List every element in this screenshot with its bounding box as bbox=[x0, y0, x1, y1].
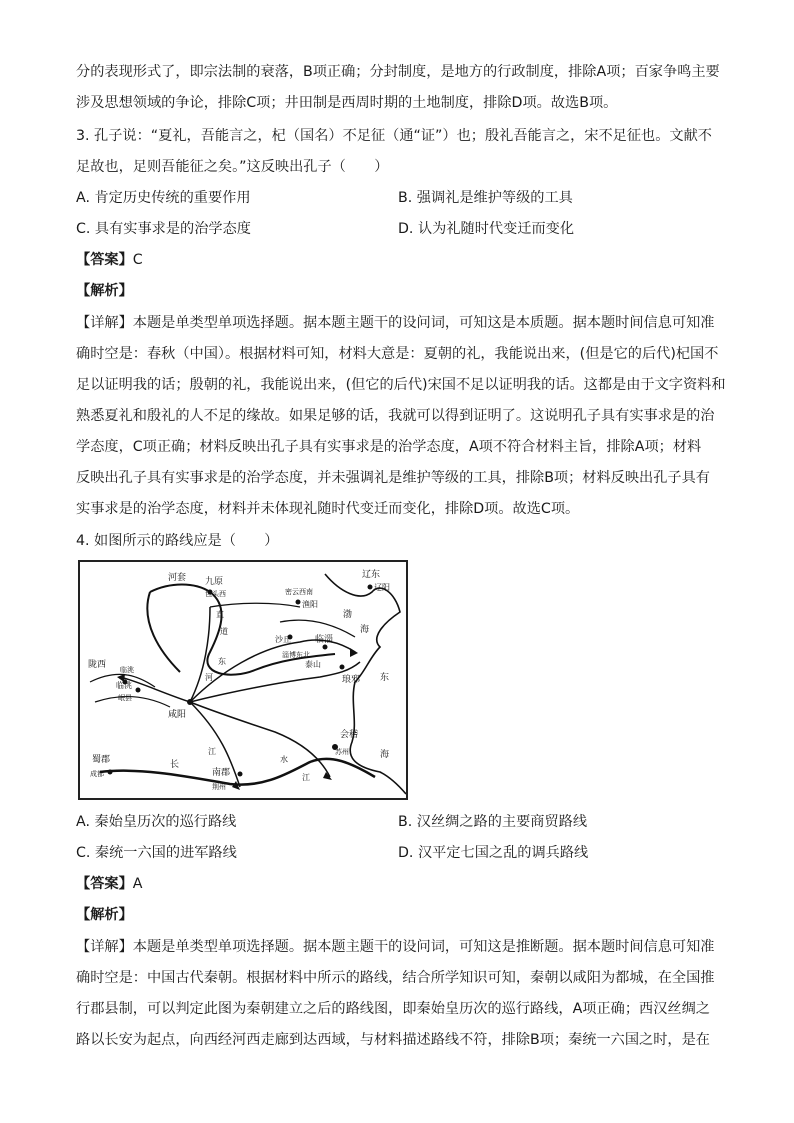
map-label: 海 bbox=[360, 625, 370, 635]
map-label: 江 bbox=[302, 773, 310, 782]
q4-option-c: C. 秦统一六国的进军路线 bbox=[76, 845, 237, 861]
map-label: 河套 bbox=[168, 573, 187, 583]
map-label: 河 bbox=[205, 673, 213, 682]
map-label: 海 bbox=[380, 750, 390, 760]
q3-explanation-line: 学态度，C项正确；材料反映出孔子具有实事求是的治学态度，A项不符合材料主旨，排除A项；材料 bbox=[76, 439, 702, 455]
q4-option-b: B. 汉丝绸之路的主要商贸路线 bbox=[398, 814, 588, 830]
map-label: 临淄 bbox=[315, 635, 334, 645]
answer-tag: 【答案】 bbox=[76, 876, 133, 892]
answer-value: A bbox=[132, 876, 143, 892]
q4-explanation-line: 【详解】本题是单类型单项选择题。据本题主题干的设问词，可知这是推断题。据本题时间信息可知准 bbox=[76, 939, 715, 955]
map-label: 东 bbox=[218, 657, 226, 666]
map-label: 渔阳 bbox=[302, 600, 318, 609]
q3-explanation-line: 足以证明我的话；殷朝的礼，我能说出来，(但它的后代)宋国不足以证明我的话。这都是由于文字资料和 bbox=[76, 377, 726, 393]
answer-value: C bbox=[132, 252, 143, 268]
q3-explanation-line: 反映出孔子具有实事求是的治学态度，并未强调礼是维护等级的工具，排除B项；材料反映出孔子具有 bbox=[76, 470, 710, 486]
q3-option-b: B. 强调礼是维护等级的工具 bbox=[398, 190, 573, 206]
map-label: 琅邪 bbox=[342, 675, 361, 685]
q3-answer bbox=[76, 250, 143, 270]
route-map bbox=[78, 560, 408, 800]
map-label: 临洮 bbox=[116, 681, 132, 690]
map-label: 渤 bbox=[343, 610, 353, 620]
q3-analysis-tag: 【解析】 bbox=[76, 283, 133, 299]
map-label: 荆州 bbox=[212, 783, 226, 791]
question-3-stem: 足故也，足则吾能征之矣。”这反映出孔子（ ） bbox=[76, 159, 389, 175]
q4-option-d: D. 汉平定七国之乱的调兵路线 bbox=[398, 845, 589, 861]
q3-explanation-line: 【详解】本题是单类型单项选择题。据本题主题干的设问词，可知这是本质题。据本题时间信息可知准 bbox=[76, 315, 715, 331]
map-label: 南郡 bbox=[212, 768, 231, 778]
q3-option-a: A. 肯定历史传统的重要作用 bbox=[76, 190, 251, 206]
text-line: 涉及思想领域的争论，排除C项；井田制是西周时期的土地制度，排除D项。故选B项。 bbox=[76, 95, 618, 111]
q4-analysis-tag: 【解析】 bbox=[76, 907, 133, 923]
question-4-stem: 4. 如图所示的路线应是（ ） bbox=[76, 533, 279, 549]
q4-explanation-line: 行郡县制，可以判定此图为秦朝建立之后的路线图，即秦始皇历次的巡行路线，A项正确；西汉丝绸之 bbox=[76, 1001, 710, 1017]
map-label: 长 bbox=[170, 760, 180, 770]
q3-option-d: D. 认为礼随时代变迁而变化 bbox=[398, 221, 575, 237]
map-label: 会稽 bbox=[340, 730, 359, 740]
map-label: 咸阳 bbox=[168, 710, 187, 720]
map-label: 江 bbox=[208, 747, 216, 756]
map-label: 陇西 bbox=[88, 660, 107, 670]
text-line: 分的表现形式了，即宗法制的衰落，B项正确；分封制度，是地方的行政制度，排除A项；百家争鸣主要 bbox=[76, 64, 720, 80]
q4-answer bbox=[76, 874, 142, 894]
question-3-stem: 3. 孔子说：“夏礼，吾能言之，杞（国名）不足征（通“证”）也；殷礼吾能言之，宋不足征也。文献不 bbox=[76, 128, 712, 144]
map-label: 直 bbox=[216, 610, 224, 619]
map-label: 苏州 bbox=[335, 748, 349, 756]
q3-explanation-line: 确时空是：春秋（中国）。根据材料可知，材料大意是：夏朝的礼，我能说出来，(但是它的后代)杞国不 bbox=[76, 346, 719, 362]
map-label: 水 bbox=[280, 755, 288, 764]
q4-explanation-line: 路以长安为起点，向西经河西走廊到达西域，与材料描述路线不符，排除B项；秦统一六国之时，是在 bbox=[76, 1032, 710, 1048]
q4-option-a: A. 秦始皇历次的巡行路线 bbox=[76, 814, 237, 830]
map-label: 淄博东北 bbox=[282, 651, 310, 659]
map-label: 辽东 bbox=[362, 570, 381, 580]
map-label: 辽阳 bbox=[374, 583, 390, 592]
map-label: 道 bbox=[220, 627, 228, 636]
answer-tag: 【答案】 bbox=[76, 252, 133, 268]
map-label: 九原 bbox=[205, 577, 224, 587]
map-label: 成都 bbox=[90, 770, 104, 778]
q3-explanation-line: 熟悉夏礼和殷礼的人不足的缘故。如果足够的话，我就可以得到证明了。这说明孔子具有实事求是的治 bbox=[76, 408, 715, 424]
route-map-drawing bbox=[80, 562, 406, 798]
q3-explanation-line: 实事求是的治学态度，材料并未体现礼随时代变迁而变化，排除D项。故选C项。 bbox=[76, 501, 580, 517]
q3-option-c: C. 具有实事求是的治学态度 bbox=[76, 221, 251, 237]
q4-explanation-line: 确时空是：中国古代秦朝。根据材料中所示的路线，结合所学知识可知，秦朝以咸阳为都城，在全国推 bbox=[76, 970, 715, 986]
map-label: 包头西 bbox=[205, 590, 226, 598]
map-label: 密云西南 bbox=[285, 588, 313, 596]
map-label: 临洮 bbox=[120, 666, 134, 674]
map-label: 东 bbox=[380, 673, 390, 683]
map-label: 岷县 bbox=[118, 694, 132, 702]
map-label: 沙丘 bbox=[275, 635, 291, 644]
map-label: 蜀郡 bbox=[92, 755, 111, 765]
map-label: 泰山 bbox=[305, 660, 321, 669]
